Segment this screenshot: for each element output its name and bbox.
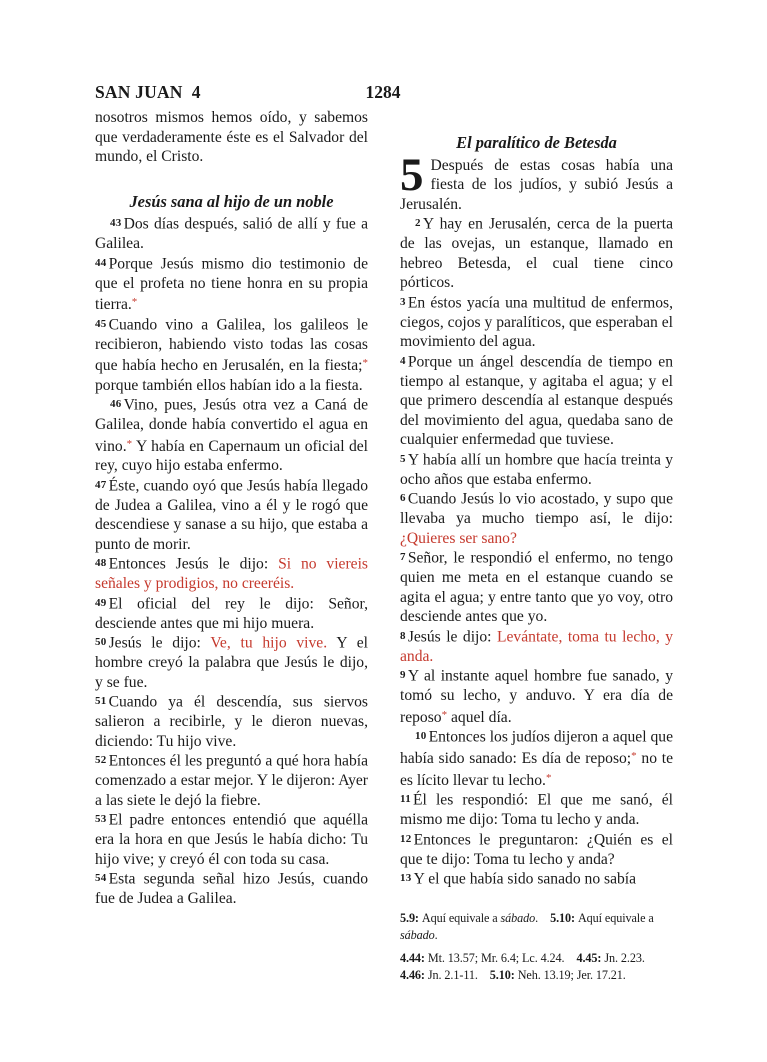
verse-text: Esta segunda señal hizo Jesús, cuando fue de Judea a Galilea. <box>95 870 368 907</box>
chapter-5-verse-1 <box>400 148 673 215</box>
verse-text: Después de estas cosas había una fiesta de los judíos, y subió Jesús a Jerusalén. <box>400 156 673 213</box>
section-heading: El paralítico de Betesda <box>456 133 617 152</box>
footnote-text: . <box>434 927 438 942</box>
words-of-jesus: Ve, tu hijo vive. <box>210 634 328 652</box>
verse-number: 3 <box>400 295 406 308</box>
right-column <box>400 108 673 983</box>
verse-text: Dos días después, salió de allí y fue a Galilea. <box>95 215 368 252</box>
verse-text: porque también ellos habían ido a la fiesta. <box>95 376 363 394</box>
verse-number: 45 <box>95 317 107 330</box>
verse-number: 48 <box>95 557 107 569</box>
footnote-ref: 4.44: <box>400 951 425 965</box>
words-of-jesus: ¿Quieres ser sano? <box>400 529 517 547</box>
footnote-marker: * <box>441 708 448 721</box>
footnote-group <box>400 910 673 943</box>
verse-7 <box>400 548 673 627</box>
footnote-ref: 5.10: <box>489 967 515 982</box>
verse-text: no te es lícito llevar tu lecho. <box>400 750 673 789</box>
verse-number: 50 <box>95 636 107 648</box>
footnote-text: Mt. 13.57; Mr. 6.4; Lc. 4.24. <box>427 951 565 965</box>
verse-text: El oficial del rey le dijo: Señor, desciende antes que mi hijo muera. <box>95 595 368 632</box>
verse-49 <box>95 594 368 634</box>
verse-number: 52 <box>95 754 107 766</box>
verse-number: 6 <box>400 492 406 504</box>
footnote-ref: 4.45: <box>576 951 602 965</box>
words-of-jesus: Levántate, toma tu lecho, y anda. <box>400 628 673 665</box>
left-column <box>95 108 368 983</box>
verse-45 <box>95 315 368 396</box>
verse-5 <box>400 450 673 490</box>
verse-number: 53 <box>95 813 107 825</box>
verse-text: Entonces le preguntaron: ¿Quién es el que te dijo: Toma tu lecho y anda? <box>400 831 673 868</box>
verse-text: Éste, cuando oyó que Jesús había llegado de Judea a Galilea, vino a él y le rogó que descendiese y sanase a su hijo, que estaba a punto de morir. <box>95 477 368 553</box>
footnote-text: . <box>535 911 539 925</box>
verse-number: 13 <box>400 872 412 884</box>
verse-9 <box>400 666 673 727</box>
verse-text: Y al instante aquel hombre fue sanado, y tomó su lecho, y anduvo. Y era día de reposo <box>400 667 673 726</box>
verse-text: Señor, le respondió el enfermo, no tengo quien me meta en el estanque cuando se agita el agua; y entre tanto que yo voy, otro desciende antes que yo. <box>400 549 673 625</box>
verse-number: 54 <box>95 872 107 884</box>
verse-text: Y había allí un hombre que hacía treinta y ocho años que estaba enfermo. <box>400 451 673 488</box>
footnote-text: Aquí equivale a <box>421 911 501 925</box>
verse-text: Porque un ángel descendía de tiempo en tiempo al estanque, y agitaba el agua; y el que primero descendía al estanque después del movimiento del agua, quedaba sano de cualquier enfermedad que tuviese. <box>400 353 673 448</box>
verse-text: Y el hombre creyó la palabra que Jesús le dijo, y se fue. <box>95 634 369 691</box>
verse-text: Cuando vino a Galilea, los galileos le recibieron, habiendo visto todas las cosas que había hecho en Jerusalén, en la fiesta; <box>95 316 368 374</box>
verse-number: 11 <box>400 793 411 805</box>
verse-number: 12 <box>400 832 412 845</box>
verse-number: 43 <box>110 217 122 229</box>
verse-text: Entonces Jesús le dijo: <box>108 555 279 573</box>
verse-text: Porque Jesús mismo dio testimonio de que el profeta no tiene honra en su propia tierra. <box>95 255 368 313</box>
verse-52 <box>95 751 368 810</box>
verse-text: Vino, pues, Jesús otra vez a Caná de Galilea, donde había convertido el agua en vino. <box>95 396 368 455</box>
page-number: 1284 <box>365 82 401 102</box>
footnote <box>400 951 564 965</box>
verse-number: 5 <box>400 452 406 465</box>
verse-4 <box>400 352 673 450</box>
verse-54 <box>95 869 368 909</box>
verse-text: Cuando ya él descendía, sus siervos salieron a recibirle, y le dieron nuevas, diciendo: Tu hijo vive. <box>95 693 368 750</box>
words-of-jesus: Si no viereis señales y prodigios, no creeréis. <box>95 555 368 592</box>
footnote-ref: 5.9: <box>400 911 419 925</box>
two-column-text <box>95 108 673 983</box>
verse-3 <box>400 293 673 352</box>
chapter-number-dropcap: 5 <box>400 148 424 201</box>
verse-53 <box>95 810 368 869</box>
footnote-marker: * <box>631 750 637 762</box>
verse-number: 10 <box>415 730 427 742</box>
verse-text: Y el que había sido sanado no sabía <box>413 870 637 888</box>
footnote-text: Aquí equivale a <box>577 911 654 925</box>
verse-number: 4 <box>400 354 406 367</box>
verse-12 <box>400 830 673 870</box>
verse-text: nosotros mismos hemos oído, y sabemos que verdaderamente éste es el Salvador del mundo, el Cristo. <box>95 109 368 165</box>
verse-11 <box>400 790 673 830</box>
verse-number: 2 <box>415 217 421 229</box>
verse-44 <box>95 254 368 315</box>
footnote-text: sábado <box>400 927 435 942</box>
footnote-group <box>400 967 673 984</box>
verse-47 <box>95 476 368 555</box>
verse-number: 49 <box>95 596 107 609</box>
footnote-marker: * <box>362 357 368 369</box>
footnote-text: sábado <box>500 911 536 925</box>
verse-43 <box>95 214 368 254</box>
verse-number: 7 <box>400 551 406 563</box>
verse-text: Entonces él les preguntó a qué hora había comenzado a estar mejor. Y le dijeron: Ayer a las siete le dejó la fiebre. <box>95 752 368 809</box>
verse-2 <box>400 214 673 293</box>
footnote <box>400 968 478 982</box>
verse-text: Y hay en Jerusalén, cerca de la puerta de las ovejas, un estanque, llamado en hebreo Betesda, el cual tiene cinco pórticos. <box>400 215 673 291</box>
verse-text: Jesús le dijo: <box>407 628 497 645</box>
footnote-ref: 5.10: <box>550 911 575 925</box>
verse-text: El padre entonces entendió que aquélla era la hora en que Jesús le había dicho: Tu hijo vive; y creyó él con toda su casa. <box>95 811 368 868</box>
footnote <box>576 951 644 965</box>
footnote <box>400 911 538 925</box>
verse-text: Y había en Capernaum un oficial del rey, cuyo hijo estaba enfermo. <box>95 437 368 474</box>
verse-48 <box>95 554 368 594</box>
verse-13 <box>400 869 673 889</box>
footnote-text: Neh. 13.19; Jer. 17.21. <box>517 967 626 982</box>
footnote-text: Jn. 2.23. <box>604 951 645 965</box>
footnote-marker: * <box>545 771 552 784</box>
verse-50 <box>95 633 368 692</box>
book-chapter-header: SAN JUAN 4 <box>95 82 201 102</box>
verse-text: Jesús le dijo: <box>108 634 211 652</box>
verse-46 <box>95 395 368 476</box>
verse-number: 9 <box>400 669 406 681</box>
verse-text: En éstos yacía una multitud de enfermos, ciegos, cojos y paralíticos, que esperaban el movimiento del agua. <box>400 294 673 350</box>
footnote-group <box>400 950 673 967</box>
verse-number: 51 <box>95 695 107 707</box>
footnote-text: Jn. 2.1-11. <box>427 967 478 982</box>
page-content <box>95 82 673 983</box>
verse-number: 44 <box>95 256 107 269</box>
verse-continuation <box>95 108 368 167</box>
verse-text: aquel día. <box>447 708 512 726</box>
verse-text: Él les respondió: El que me sanó, él mismo me dijo: Toma tu lecho y anda. <box>400 791 673 828</box>
verse-number: 47 <box>95 478 107 491</box>
footnote-marker: * <box>131 296 138 308</box>
verse-number: 46 <box>110 398 122 410</box>
footnote-marker: * <box>126 437 133 450</box>
verse-6 <box>400 489 673 548</box>
verse-text: Entonces los judíos dijeron a aquel que había sido sanado: Es día de reposo; <box>400 728 673 767</box>
section-heading: Jesús sana al hijo de un noble <box>129 191 334 211</box>
footnote-ref: 4.46: <box>400 967 425 982</box>
verse-8 <box>400 627 673 667</box>
verse-number: 8 <box>400 629 406 642</box>
verse-51 <box>95 692 368 751</box>
verse-text: Cuando Jesús lo vio acostado, y supo que llevaba ya mucho tiempo así, le dijo: <box>400 490 673 527</box>
right-column-verses <box>400 133 673 889</box>
running-header <box>95 82 673 104</box>
footnotes-section <box>400 910 673 983</box>
footnote <box>490 968 626 982</box>
verse-10 <box>400 727 673 790</box>
